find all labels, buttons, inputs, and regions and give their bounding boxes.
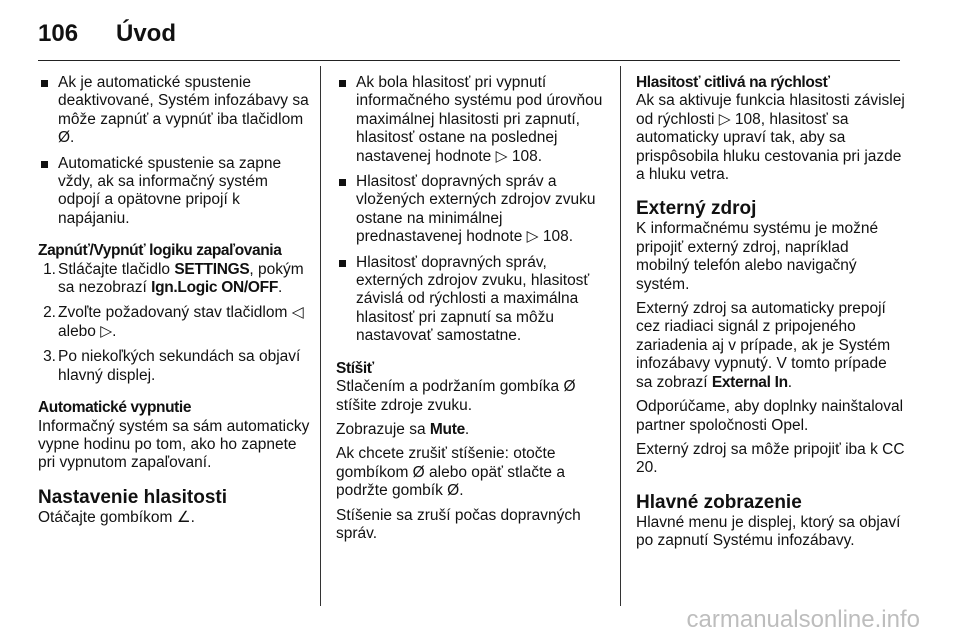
paragraph: Odporúčame, aby doplnky nainštaloval partner spoločnosti Opel.	[636, 398, 904, 434]
step-number: 2.	[43, 304, 56, 322]
step-number: 1.	[43, 260, 56, 278]
paragraph: Ak sa aktivuje funkcia hlasitosti závislej od rýchlosti ▷ 108, hlasitosť sa automaticky upraví tak, aby sa prispôsobila hluku cestovania pri jazde a hluku vetra.	[636, 92, 905, 184]
bullet-item: Ak je automatické spustenie deaktivované, Systém infozábavy sa môže zapnúť a vypnúť iba tlačidlom Ø.	[38, 74, 313, 148]
subheading-speed-volume: Hlasitosť citlivá na rýchlosť	[636, 74, 830, 91]
step-text: .	[278, 279, 283, 297]
bullet-item: Hlasitosť dopravných správ, externých zdrojov zvuku, hlasitosť závislá od rýchlosti a maximálna hlasitosť pri zapnutí sa môžu nastavovať samostatne.	[336, 254, 611, 346]
column-1	[38, 74, 313, 533]
settings-label: SETTINGS	[174, 260, 250, 278]
paragraph: Ak chcete zrušiť stíšenie: otočte gombíkom Ø alebo opäť stlačte a podržte gombík Ø.	[336, 445, 565, 500]
paragraph-text: Zobrazuje sa	[336, 420, 430, 438]
paragraph-text: .	[464, 420, 470, 438]
paragraph: Hlavné menu je displej, ktorý sa objaví po zapnutí Systému infozábavy.	[636, 513, 901, 550]
bullet-item: Hlasitosť dopravných správ a vložených externých zdrojov zvuku ostane na minimálnej prednastavenej hodnote ▷ 108.	[336, 173, 611, 247]
step-item	[38, 304, 313, 341]
paragraph: Stlačením a podržaním gombíka Ø stíšite zdroje zvuku.	[336, 378, 576, 414]
paragraph: K informačnému systému je možné pripojiť externý zdroj, napríklad mobilný telefón alebo navigačný systém.	[636, 220, 879, 293]
subheading-auto-off: Automatické vypnutie	[38, 399, 192, 417]
subheading-mute: Stíšiť	[336, 359, 374, 377]
paragraph-text: Externý zdroj sa automaticky prepojí cez riadiaci signál z pripojeného zariadenia aj v prípade, ak je Systém infozábavy vypnutý. V tomto prípade sa zobrazí	[636, 300, 891, 391]
header-rule	[38, 60, 900, 61]
step-text: Zvoľte požadovaný stav tlačidlom ◁ alebo ▷.	[58, 304, 304, 340]
column-divider-2	[620, 66, 621, 606]
step-item	[38, 261, 313, 298]
bullet-item: Automatické spustenie sa zapne vždy, ak sa informačný systém odpojí a opätovne pripojí k napájaniu.	[38, 155, 313, 229]
page-number: 106	[38, 20, 79, 47]
bullet-item: Ak bola hlasitosť pri vypnutí informačného systému pod úrovňou maximálnej hlasitosti pri zapnutí, hlasitosť ostane na poslednej nastavenej hodnote ▷ 108.	[336, 74, 611, 166]
step-text: Stláčajte tlačidlo	[58, 260, 175, 278]
chapter-title: Úvod	[116, 20, 176, 47]
paragraph	[636, 300, 906, 392]
column-divider-1	[320, 66, 321, 606]
mute-label: Mute	[429, 420, 465, 438]
column-2	[336, 74, 611, 549]
paragraph: Informačný systém sa sám automaticky vypne hodinu po tom, ako ho zapnete pri vypnutom zapaľovaní.	[38, 417, 310, 472]
step-text: Po niekoľkých sekundách sa objaví hlavný displej.	[58, 348, 301, 384]
heading-main-display: Hlavné zobrazenie	[636, 491, 802, 513]
paragraph-text: .	[787, 373, 793, 391]
subheading-ignition-logic: Zapnúť/Vypnúť logiku zapaľovania	[38, 242, 282, 260]
step-number: 3.	[43, 348, 56, 366]
external-in-label: External In	[711, 373, 788, 391]
paragraph	[336, 421, 611, 439]
step-text: , pokým sa nezobrazí	[58, 260, 304, 297]
heading-external-source: Externý zdroj	[636, 198, 757, 220]
heading-volume: Nastavenie hlasitosti	[38, 486, 228, 508]
step-item	[38, 348, 313, 385]
paragraph: Externý zdroj sa môže pripojiť iba k CC 20.	[636, 440, 905, 477]
paragraph: Stíšenie sa zruší počas dopravných správ.	[336, 506, 581, 542]
column-3	[636, 74, 906, 557]
ign-logic-label: Ign.Logic ON/OFF	[151, 279, 278, 297]
paragraph: Otáčajte gombíkom ∠.	[38, 508, 195, 526]
watermark: carmanualsonline.info	[686, 606, 920, 633]
